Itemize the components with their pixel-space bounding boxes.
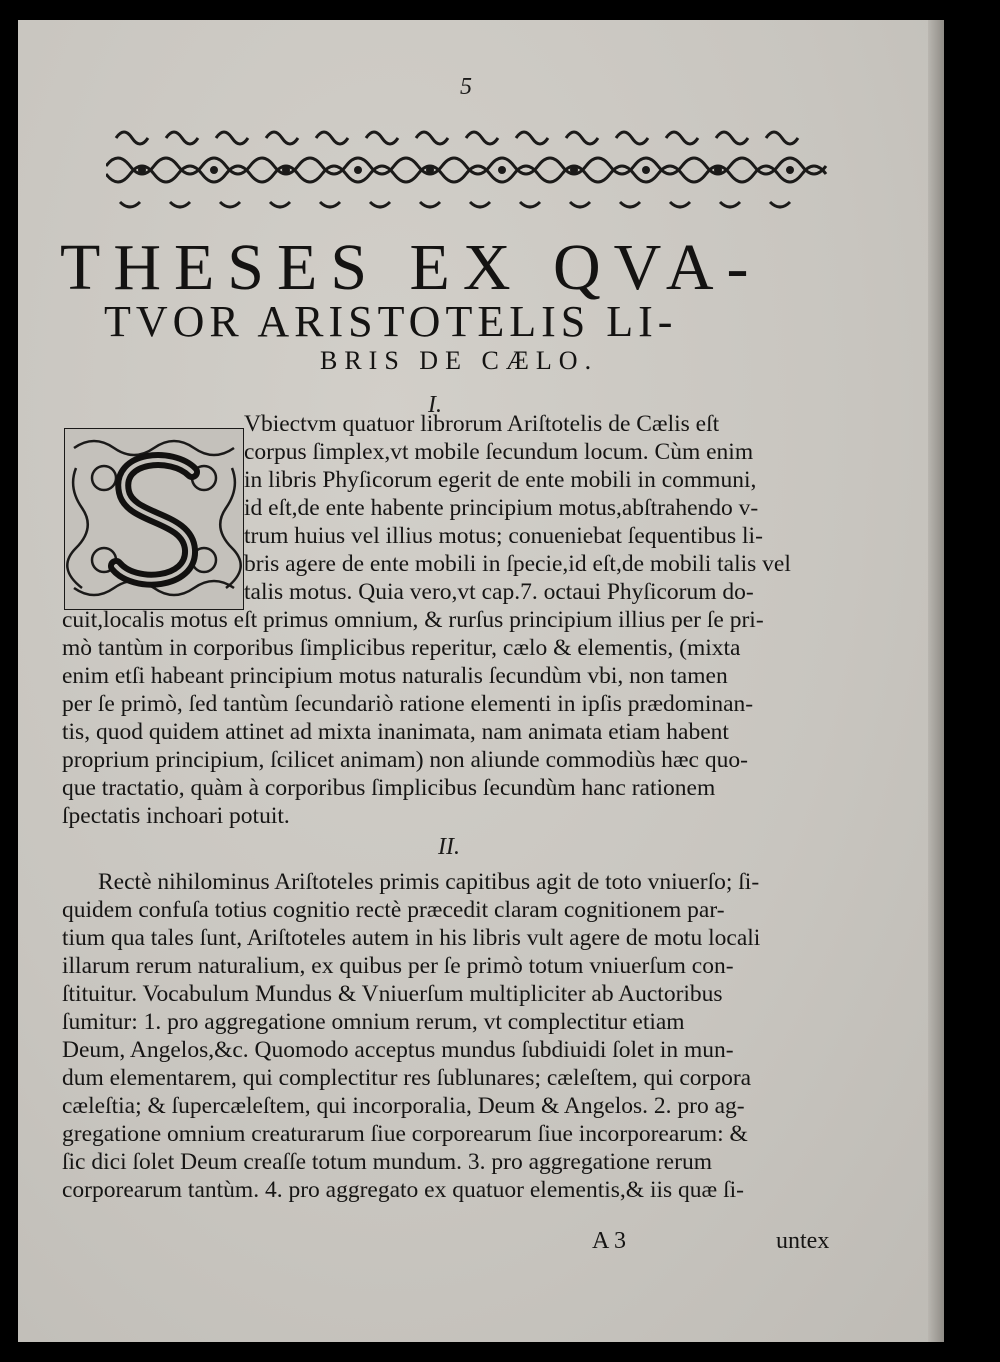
title-line-3: BRIS DE CÆLO. xyxy=(320,346,599,375)
section-number: II. xyxy=(438,834,460,860)
text-line: bris agere de ente mobili in ſpecie,id eſt,de mobili talis vel xyxy=(244,551,791,577)
text-line: per ſe primò, ſed tantùm ſecundariò ratione elementi in ipſis prædominan- xyxy=(62,691,754,717)
text-line: que tractatio, quàm à corporibus ſimplicibus ſecundùm hanc rationem xyxy=(62,775,716,801)
text-line: cuit,localis motus eſt primus omnium, & rurſus principium illius per ſe pri- xyxy=(62,607,764,633)
text-line: ſic dici ſolet Deum creaſſe totum mundum. 3. pro aggregatione rerum xyxy=(62,1149,712,1175)
text-line: trum huius vel illius motus; conueniebat ſequentibus li- xyxy=(244,523,763,549)
text-line: ſpectatis inchoari potuit. xyxy=(62,803,290,829)
signature-mark: A 3 xyxy=(592,1228,627,1254)
book-page xyxy=(18,20,944,1342)
text-line: in libris Phyſicorum egerit de ente mobili in communi, xyxy=(244,467,757,493)
catchword: untex xyxy=(776,1228,830,1254)
text-line: talis motus. Quia vero,vt cap.7. octaui Phyſicorum do- xyxy=(244,579,754,605)
text-line: proprium principium, ſcilicet animam) non aliunde commodiùs hæc quo- xyxy=(62,747,748,773)
text-line: dum elementarem, qui complectitur res ſublunares; cæleſtem, qui corpora xyxy=(62,1065,752,1091)
title-line-2: TVOR ARISTOTELIS LI- xyxy=(104,297,678,346)
section-number: I. xyxy=(428,392,442,418)
text-line: enim etſi habeant principium motus naturalis ſecundùm vbi, non tamen xyxy=(62,663,728,689)
text-line: tium qua tales ſunt, Ariſtoteles autem in his libris vult agere de motu locali xyxy=(62,925,761,951)
text-line: Vbiectvm quatuor librorum Ariſtotelis de Cælis eſt xyxy=(244,411,720,437)
text-line: tis, quod quidem attinet ad mixta inanimata, nam animata etiam habent xyxy=(62,719,729,745)
text-line: ſumitur: 1. pro aggregatione omnium rerum, vt complectitur etiam xyxy=(62,1009,685,1035)
text-line: corporearum tantùm. 4. pro aggregato ex quatuor elementis,& iis quæ ſi- xyxy=(62,1177,744,1203)
text-line: gregatione omnium creaturarum ſiue corporearum ſiue incorporearum: & xyxy=(62,1121,748,1147)
title-line-1: THESES EX QVA- xyxy=(60,231,762,304)
text-line: mò tantùm in corporibus ſimplicibus reperitur, cælo & elementis, (mixta xyxy=(62,635,741,661)
text-line: ſtituitur. Vocabulum Mundus & Vniuerſum multipliciter ab Auctoribus xyxy=(62,981,723,1007)
page-edge-shadow xyxy=(928,20,944,1342)
text-line: quidem confuſa totius cognitio rectè præcedit claram cognitionem par- xyxy=(62,897,725,923)
text-line: corpus ſimplex,vt mobile ſecundum locum. Cùm enim xyxy=(244,439,754,465)
page-number: 5 xyxy=(460,74,472,100)
text-line: cæleſtia; & ſupercæleſtem, qui incorporalia, Deum & Angelos. 2. pro ag- xyxy=(62,1093,745,1119)
decorated-initial-s xyxy=(64,428,244,610)
text-line: illarum rerum naturalium, ex quibus per ſe primò totum vniuerſum con- xyxy=(62,953,734,979)
headpiece-ornament xyxy=(106,118,828,214)
text-line: Rectè nihilominus Ariſtoteles primis capitibus agit de toto vniuerſo; ſi- xyxy=(98,869,760,895)
text-line: Deum, Angelos,&c. Quomodo acceptus mundus ſubdiuidi ſolet in mun- xyxy=(62,1037,734,1063)
text-line: id eſt,de ente habente principium motus,abſtrahendo v- xyxy=(244,495,759,521)
